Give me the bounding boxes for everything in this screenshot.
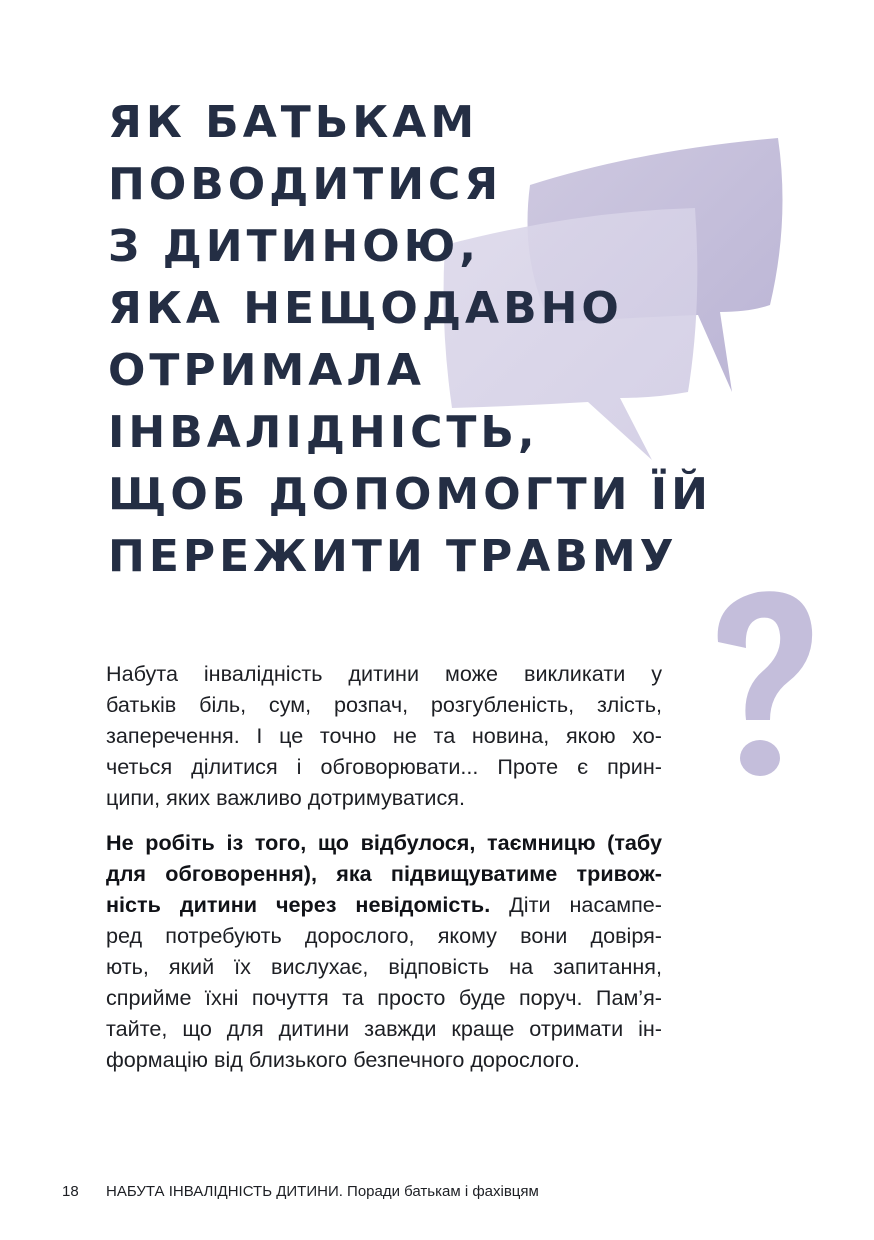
title-line: ПЕРЕЖИТИ ТРАВМУ: [108, 531, 678, 582]
question-mark-icon: [700, 580, 830, 785]
text-line: Набута інвалідність дитини може викликати у: [106, 661, 662, 686]
text-line: формацію від близького безпечного дорослого.: [106, 1047, 581, 1072]
bold-text-line: Не робіть із того, що відбулося, таємницю (табу: [106, 830, 662, 855]
footer-book-title: НАБУТА ІНВАЛІДНІСТЬ ДИТИНИ.: [106, 1183, 343, 1200]
text-line: заперечення. І це точно не та новина, якою хо-: [106, 723, 662, 748]
paragraph-intro: [106, 658, 662, 813]
text-line: батьків біль, сум, розпач, розгубленість, злість,: [106, 692, 662, 717]
text-line: тайте, що для дитини завжди краще отримати ін-: [106, 1016, 662, 1041]
title-line: ЯКА НЕЩОДАВНО: [108, 283, 623, 334]
page-footer: [62, 1183, 539, 1200]
text-line: четься ділитися і обговорювати... Проте є прин-: [106, 754, 662, 779]
text-line: сприйме їхні почуття та просто буде поруч. Пам’я-: [106, 985, 662, 1010]
bold-text-fragment: ність дитини через невідомість.: [106, 892, 491, 917]
bold-text-line: для обговорення), яка підвищуватиме тривож-: [106, 861, 662, 886]
paragraph-advice: [106, 827, 662, 1075]
title-line: ЯК БАТЬКАМ: [108, 97, 479, 148]
page-number: 18: [62, 1183, 79, 1200]
title-line: ЩОБ ДОПОМОГТИ ЇЙ: [108, 469, 712, 520]
footer-subtitle: Поради батькам і фахівцям: [342, 1183, 539, 1200]
title-line: ОТРИМАЛА: [108, 345, 425, 396]
title-line: З ДИТИНОЮ,: [108, 221, 481, 272]
text-line: ципи, яких важливо дотримуватися.: [106, 785, 465, 810]
mixed-text-line: [106, 889, 662, 920]
page-title: [108, 92, 728, 588]
title-line: ІНВАЛІДНІСТЬ,: [108, 407, 539, 458]
title-line: ПОВОДИТИСЯ: [108, 159, 503, 210]
body-text: [106, 658, 662, 1089]
text-line: ють, який їх вислухає, відповість на запитання,: [106, 954, 662, 979]
text-line: ред потребують дорослого, якому вони довіря-: [106, 923, 662, 948]
text-fragment: Діти насампе-: [490, 892, 662, 917]
